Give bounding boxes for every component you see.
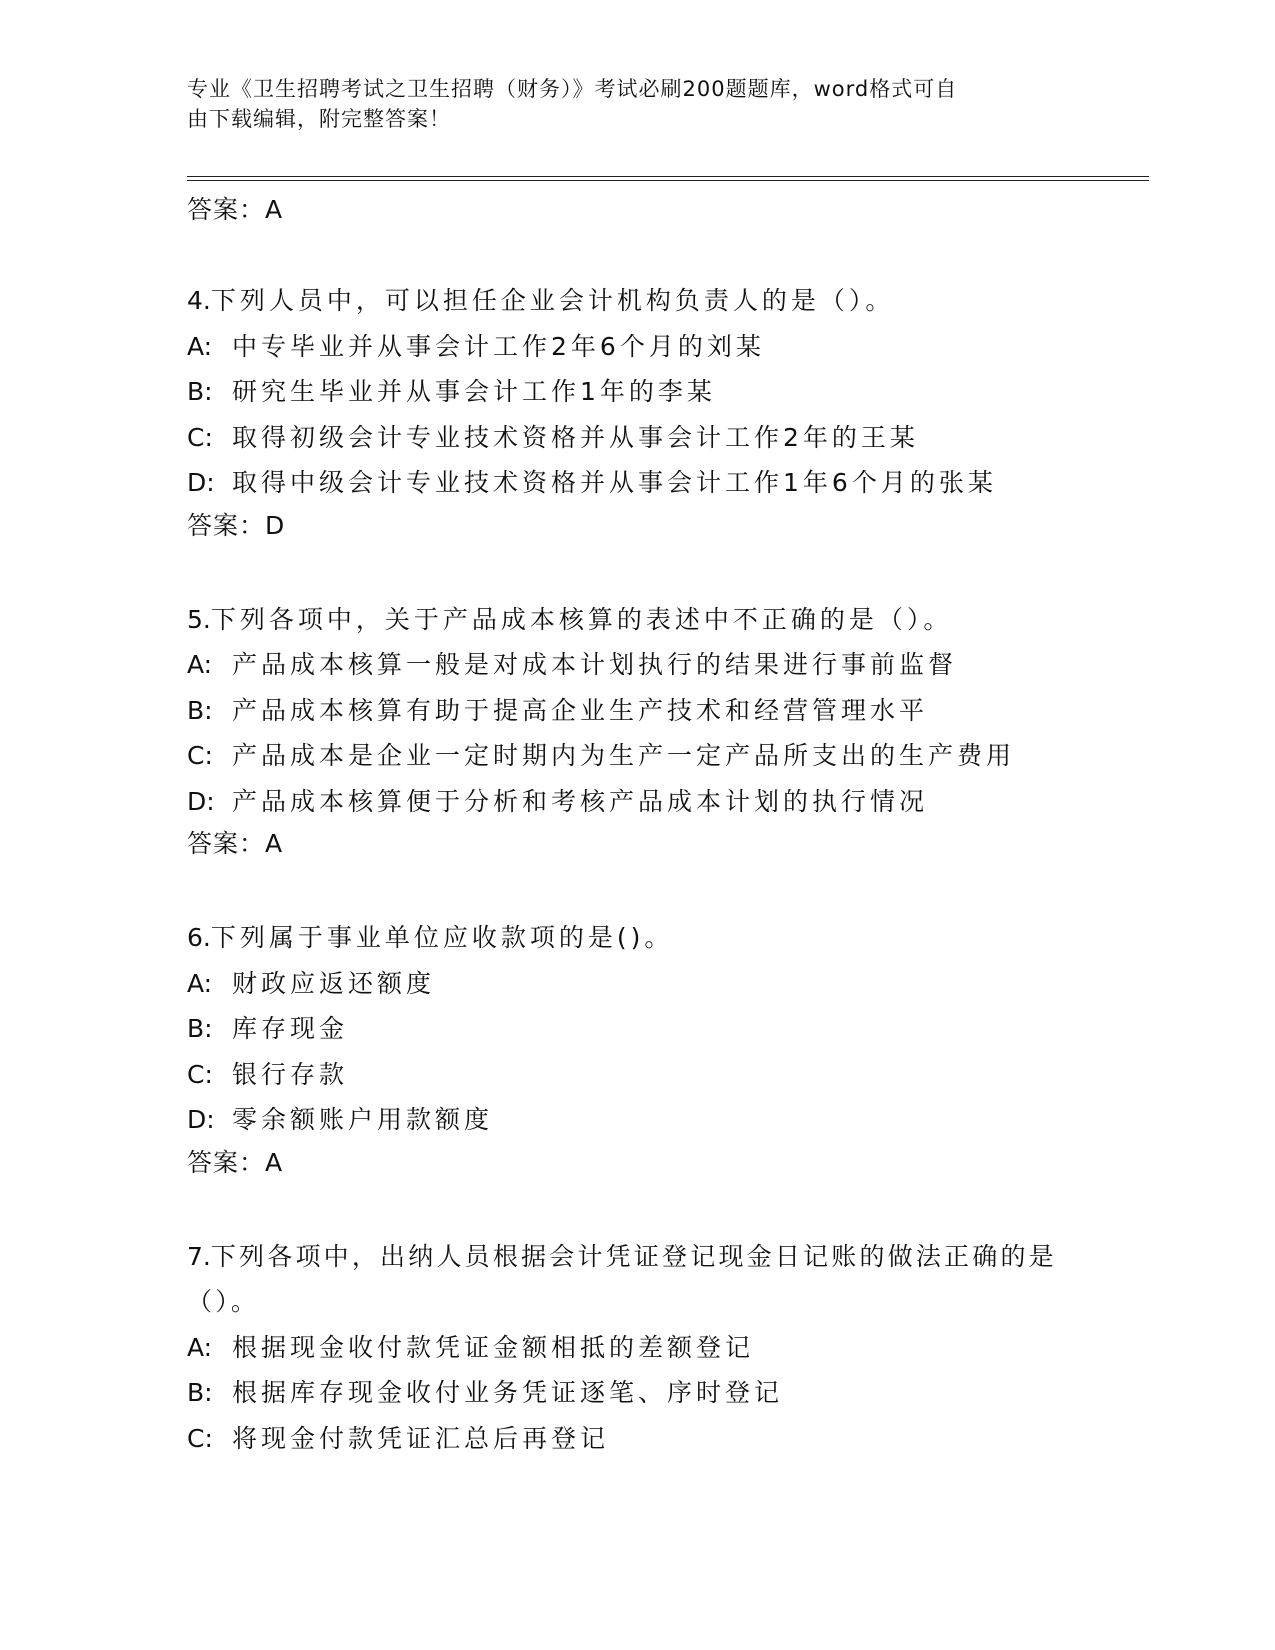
option-text: 银行存款 [232,1059,349,1089]
option-b [187,369,1087,415]
question-list [187,190,1087,1512]
question-6 [187,915,1087,1183]
option-letter: A: [187,650,213,679]
header-divider [187,176,1149,181]
option-a [187,324,1087,370]
option-letter: C: [187,1059,213,1089]
option-b [187,1006,1087,1052]
question-stem: 下列属于事业单位应收款项的是()。 [210,923,674,952]
option-letter: C: [187,741,213,770]
option-letter: B: [187,1014,213,1043]
option-text: 根据库存现金收付业务凭证逐笔、序时登记 [232,1378,784,1407]
option-text: 产品成本核算一般是对成本计划执行的结果进行事前监督 [232,650,958,679]
question-text [187,915,1087,961]
option-letter: D: [187,786,215,816]
option-letter: D: [187,1105,215,1134]
question-number: 4. [187,286,211,315]
option-b [187,688,1087,734]
option-a [187,1325,1087,1371]
document-header [187,74,1067,134]
header-title-line-2: 由下载编辑，附完整答案！ [187,107,451,131]
question-5 [187,597,1087,865]
option-letter: D: [187,468,215,497]
question-number: 7. [187,1241,211,1271]
option-c [187,1416,1087,1462]
option-letter: A: [187,331,213,361]
question-number: 5. [187,604,211,634]
option-text: 产品成本核算有助于提高企业生产技术和经营管理水平 [232,695,929,725]
option-letter: B: [187,695,213,725]
option-text: 根据现金收付款凭证金额相抵的差额登记 [232,1332,755,1362]
option-text: 将现金付款凭证汇总后再登记 [232,1423,610,1453]
option-text: 取得初级会计专业技术资格并从事会计工作2年的王某 [232,422,919,452]
option-letter: B: [187,377,213,406]
option-c [187,415,1087,461]
question-number: 6. [187,923,211,952]
option-d [187,460,1087,506]
question-text [187,597,1087,643]
option-d [187,1097,1087,1143]
option-a [187,961,1087,1007]
option-text: 财政应返还额度 [232,968,436,998]
answer: 答案：D [187,510,286,540]
option-b [187,1370,1087,1416]
option-text: 研究生毕业并从事会计工作1年的李某 [232,377,716,406]
option-text: 中专毕业并从事会计工作2年6个月的刘某 [232,331,765,361]
option-letter: A: [187,968,213,998]
option-d [187,779,1087,825]
option-text: 库存现金 [232,1014,349,1043]
question-stem: 下列各项中，出纳人员根据会计凭证登记现金日记账的做法正确的是（）。 [187,1241,1057,1316]
option-c [187,1052,1087,1098]
option-letter: C: [187,422,213,452]
question-text [187,1234,1087,1325]
option-a [187,642,1087,688]
option-text: 取得中级会计专业技术资格并从事会计工作1年6个月的张某 [232,468,997,497]
option-text: 产品成本是企业一定时期内为生产一定产品所支出的生产费用 [232,741,1016,770]
answer: 答案：A [187,1147,284,1177]
question-text [187,278,1087,324]
option-text: 产品成本核算便于分析和考核产品成本计划的执行情况 [232,786,929,816]
option-letter: A: [187,1332,213,1362]
question-4 [187,278,1087,546]
answer-q3: 答案：A [187,195,284,224]
option-letter: B: [187,1378,213,1407]
question-stem: 下列人员中，可以担任企业会计机构负责人的是（）。 [210,286,895,315]
option-c [187,733,1087,779]
option-text: 零余额账户用款额度 [232,1105,494,1134]
question-7 [187,1234,1087,1462]
question-stem: 下列各项中，关于产品成本核算的表述中不正确的是（）。 [210,604,953,634]
option-letter: C: [187,1423,213,1453]
answer: 答案：A [187,829,284,858]
header-title-line-1: 专业《卫生招聘考试之卫生招聘（财务）》考试必刷200题题库，word格式可自 [187,77,958,101]
